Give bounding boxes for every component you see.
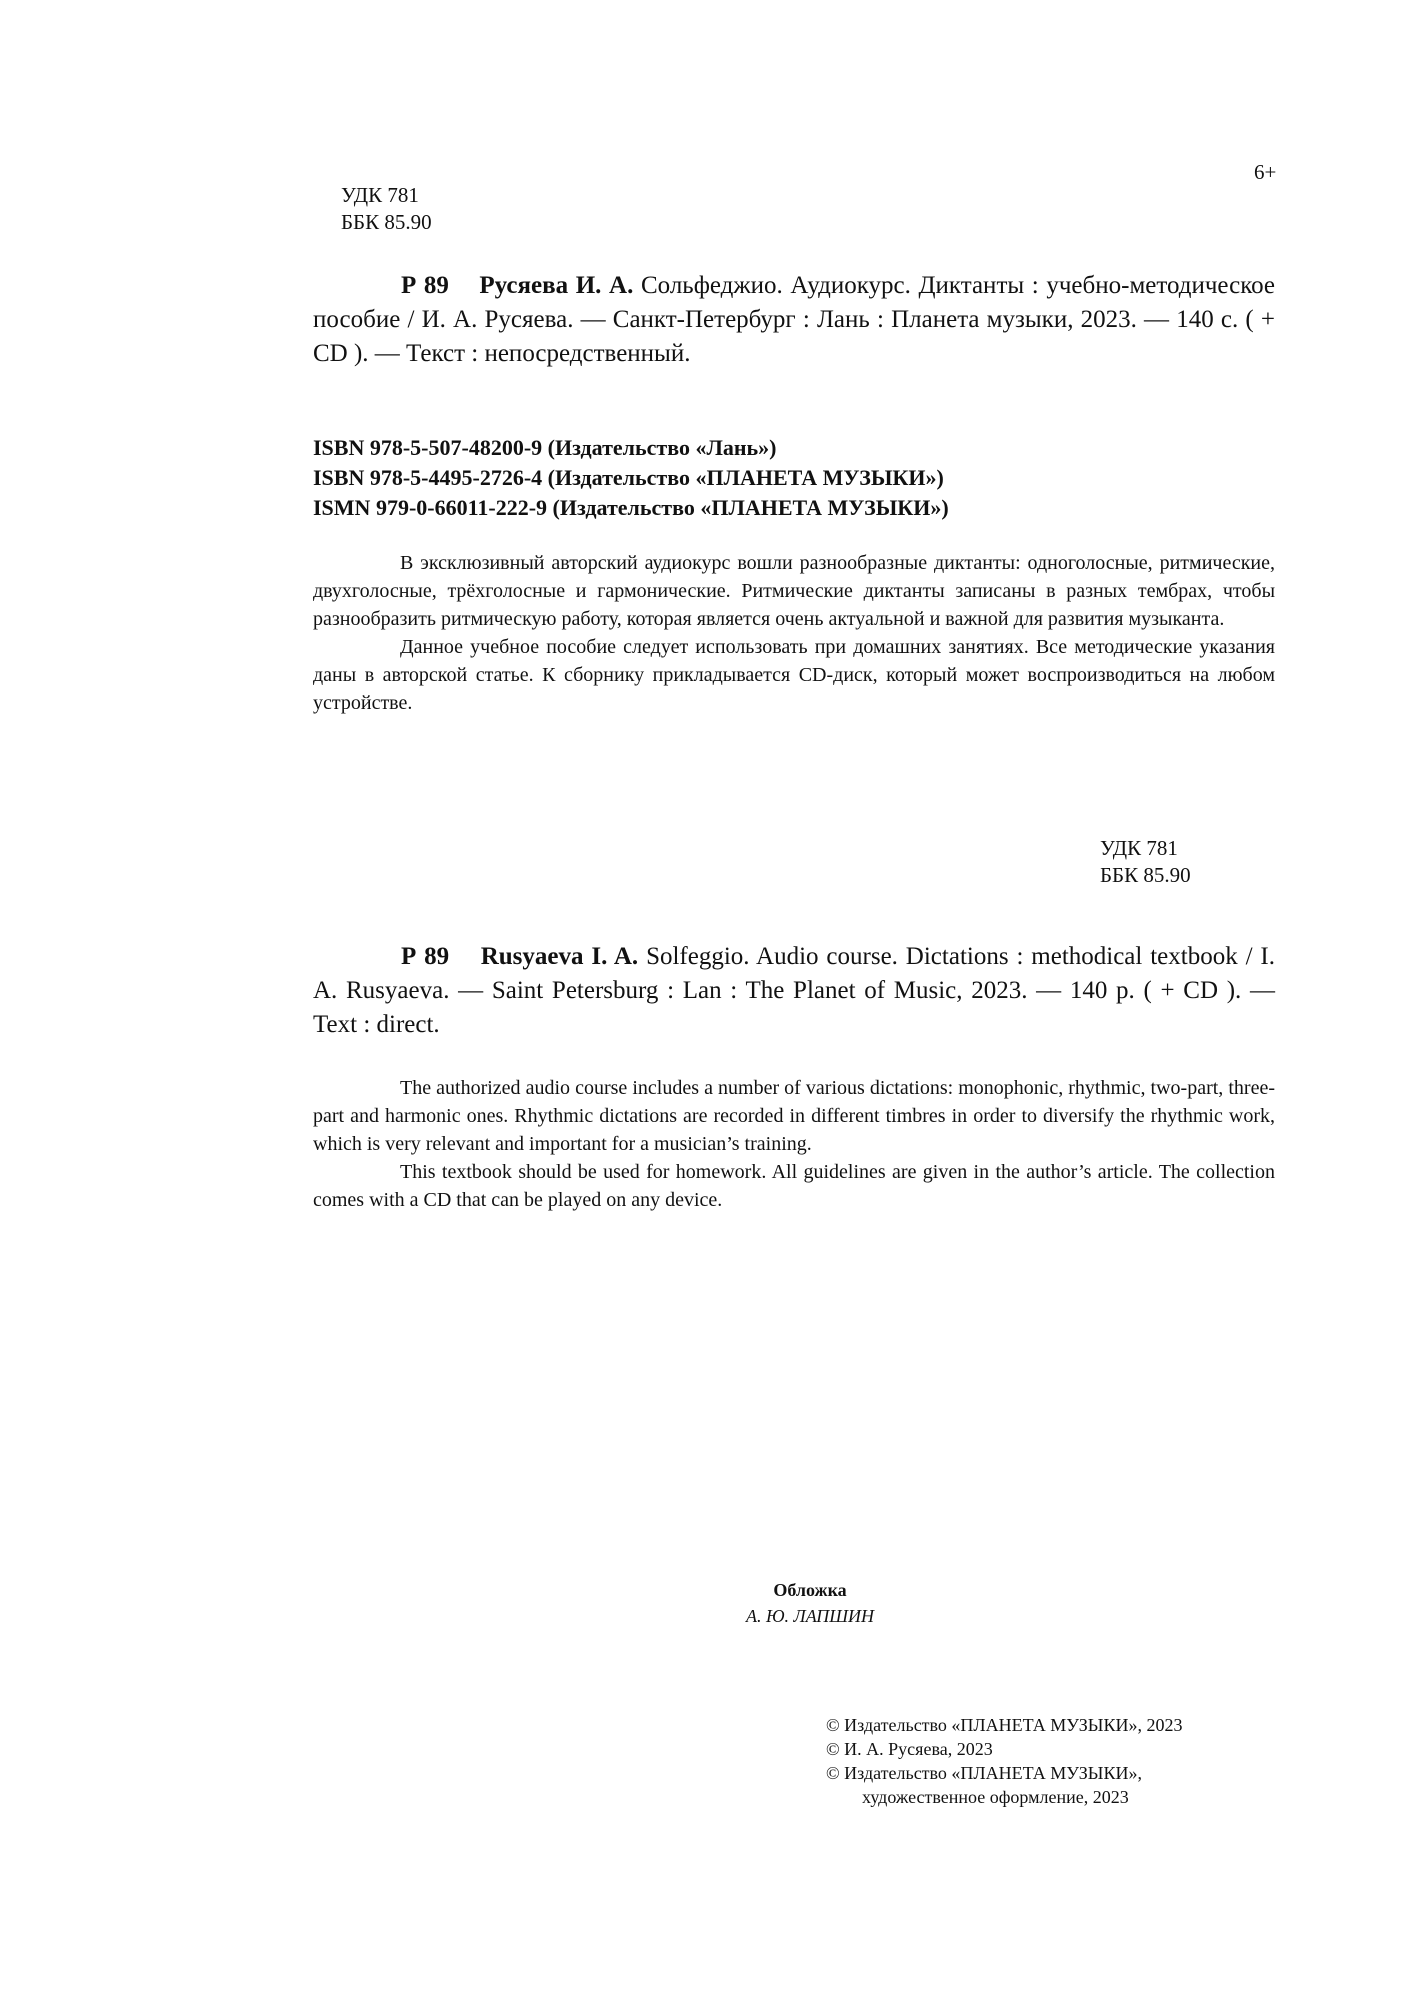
isbn-line: ISBN 978-5-4495-2726-4 (Издательство «ПЛАНЕТА МУЗЫКИ»): [313, 465, 944, 490]
cover-designer: А. Ю. ЛАПШИН: [745, 1606, 875, 1626]
copyright-line: © Издательство «ПЛАНЕТА МУЗЫКИ», 2023: [826, 1715, 1183, 1735]
abstract-paragraph: В эксклюзивный авторский аудиокурс вошли разнообразные диктанты: одноголосные, ритмические, двухголосные, трёхголосные и гармонические. Ритмические диктанты записаны в разных тембрах, чтобы разнообразить ритмическую работу, которая является очень актуальной и важной для развития музыканта.: [313, 552, 1275, 630]
abstract-ru: [313, 549, 1275, 717]
bbk-code: ББК 85.90: [1100, 863, 1191, 887]
author-name: Русяева И. А.: [479, 272, 634, 299]
biblio-description: Сольфеджио. Аудиокурс. Диктанты : учебно-методическое пособие / И. А. Русяева. — Санкт-Петербург : Лань : Планета музыки, 2023. — 140 с. ( + CD ). — Текст : непосредственный.: [313, 272, 1275, 367]
author-sign: Р 89: [401, 272, 449, 299]
isbn-block: [313, 433, 949, 523]
bibliographic-record-ru: [313, 269, 1275, 371]
author-name: Rusyaeva I. A.: [480, 943, 639, 970]
copyright-line: © И. А. Русяева, 2023: [826, 1739, 993, 1759]
bibliographic-record-en: [313, 940, 1275, 1042]
cover-label: Обложка: [773, 1580, 847, 1600]
age-rating: 6+: [1254, 160, 1277, 184]
abstract-paragraph: This textbook should be used for homework. All guidelines are given in the author’s article. The collection comes with a CD that can be played on any device.: [313, 1161, 1275, 1211]
udk-code: УДК 781: [341, 183, 419, 207]
author-sign: Р 89: [401, 943, 450, 970]
copyright-line: © Издательство «ПЛАНЕТА МУЗЫКИ»,: [826, 1763, 1142, 1783]
classification-codes-top: [341, 182, 432, 236]
udk-code: УДК 781: [1100, 836, 1178, 860]
abstract-paragraph: Данное учебное пособие следует использовать при домашних занятиях. Все методические указания даны в авторской статье. К сборнику прикладывается CD-диск, который может воспроизводиться на любом устройстве.: [313, 636, 1275, 714]
abstract-en: [313, 1074, 1275, 1214]
bbk-code: ББК 85.90: [341, 210, 432, 234]
copyright-line: художественное оформление, 2023: [862, 1787, 1129, 1807]
copyright-block: [826, 1713, 1182, 1809]
abstract-paragraph: The authorized audio course includes a number of various dictations: monophonic, rhythmic, two-part, three-part and harmonic ones. Rhythmic dictations are recorded in different timbres in order to diversify the rhythmic work, which is very relevant and important for a musician’s training.: [313, 1077, 1275, 1155]
ismn-line: ISMN 979-0-66011-222-9 (Издательство «ПЛАНЕТА МУЗЫКИ»): [313, 495, 949, 520]
cover-credit: [700, 1577, 920, 1629]
isbn-line: ISBN 978-5-507-48200-9 (Издательство «Лань»): [313, 435, 777, 460]
classification-codes-en: [1100, 835, 1191, 889]
biblio-description: Solfeggio. Audio course. Dictations : methodical textbook / I. A. Rusyaeva. — Saint Petersburg : Lan : The Planet of Music, 2023. — 140 p. ( + CD ). — Text : direct.: [313, 943, 1276, 1038]
